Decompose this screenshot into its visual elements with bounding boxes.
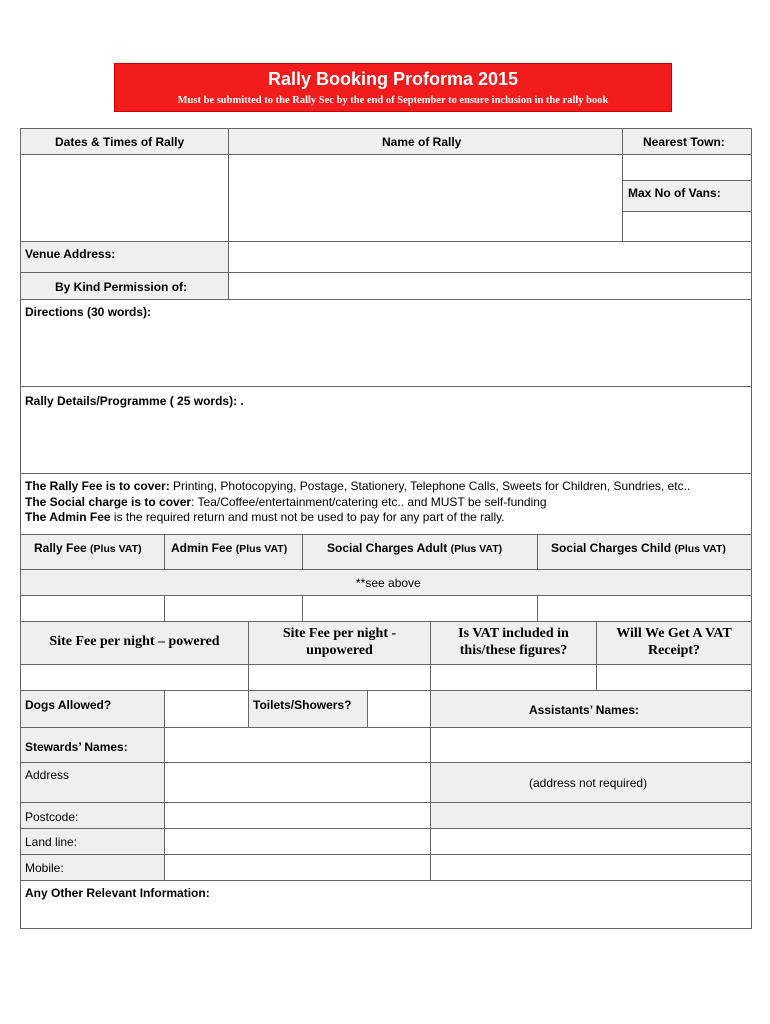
title-banner [114, 63, 672, 112]
nearest-town-label: Nearest Town: [643, 135, 725, 149]
admin-line-bold: The Admin Fee [25, 510, 111, 524]
permission-field[interactable] [228, 272, 752, 300]
rally-name-field[interactable] [228, 154, 623, 242]
rally-fee-vat: (Plus VAT) [90, 543, 142, 555]
social-line-bold: The Social charge is to cover [25, 494, 192, 509]
social-child-field[interactable] [537, 595, 752, 622]
form-title: Rally Booking Proforma 2015 [267, 69, 519, 89]
stewards-field[interactable] [164, 727, 431, 763]
max-vans-label: Max No of Vans: [628, 186, 721, 200]
mobile-field[interactable] [164, 854, 431, 881]
address-not-required-note: (address not required) [529, 776, 648, 790]
address-label: Address [25, 768, 70, 782]
admin-fee-heading [171, 541, 287, 555]
programme-label: Rally Details/Programme ( 25 words): . [25, 394, 244, 408]
see-above-note: **see above [356, 576, 421, 590]
social-line-text: : Tea/Coffee/entertainment/catering etc.. and MUST be self-funding [191, 494, 547, 509]
max-vans-field[interactable] [622, 211, 752, 242]
assistants-field[interactable] [430, 727, 752, 763]
social-adult-title: Social Charges Adult [327, 541, 448, 555]
venue-field[interactable] [228, 241, 752, 273]
form-subtitle: Must be submitted to the Rally Sec by the end of September to ensure inclusion in the rally book [177, 95, 609, 106]
admin-line-text: is the required return and must not be used to pay for any part of the rally. [110, 510, 505, 524]
rally-fee-line-bold: The Rally Fee is to cover: [25, 479, 170, 493]
rally-fee-line [25, 479, 690, 495]
social-child-vat: (Plus VAT) [674, 543, 726, 555]
vat-included-field[interactable] [430, 664, 597, 691]
admin-fee-title: Admin Fee [171, 541, 233, 555]
vat-receipt-label-1: Will We Get A VAT [616, 626, 732, 641]
unpowered-fee-field[interactable] [248, 664, 431, 691]
unpowered-label-1: Site Fee per night - [282, 626, 397, 641]
vat-receipt-label-2: Receipt? [647, 643, 701, 658]
powered-fee-field[interactable] [20, 664, 249, 691]
vat-included-label-1: Is VAT included in [458, 626, 569, 641]
nearest-town-field[interactable] [622, 154, 752, 181]
dogs-field[interactable] [164, 690, 249, 728]
assistants-label: Assistants’ Names: [529, 703, 640, 717]
social-adult-heading [327, 541, 502, 555]
fees-info-text [25, 479, 690, 526]
postcode-field[interactable] [164, 802, 431, 829]
admin-line [25, 510, 690, 526]
name-label: Name of Rally [382, 135, 462, 149]
powered-label: Site Fee per night – powered [49, 634, 220, 649]
assistant-mobile-field[interactable] [430, 854, 752, 881]
address-field[interactable] [164, 762, 431, 803]
stewards-label: Stewards’ Names: [25, 740, 128, 754]
dates-field[interactable] [20, 154, 229, 242]
social-child-title: Social Charges Child [551, 541, 672, 555]
postcode-label: Postcode: [25, 810, 79, 824]
rally-fee-line-text: Printing, Photocopying, Postage, Stationery, Telephone Calls, Sweets for Children, Sundries, etc.. [169, 479, 691, 493]
dogs-label: Dogs Allowed? [25, 698, 112, 712]
venue-label: Venue Address: [25, 247, 116, 261]
admin-fee-vat: (Plus VAT) [235, 543, 288, 555]
rally-fee-title: Rally Fee [34, 541, 87, 555]
assistant-landline-field[interactable] [430, 828, 752, 855]
permission-label: By Kind Permission of: [55, 280, 188, 294]
social-line [25, 495, 690, 511]
rally-fee-field[interactable] [20, 595, 165, 622]
directions-label: Directions (30 words): [25, 305, 152, 319]
social-child-heading [551, 541, 726, 555]
postcode-na-cell [430, 802, 752, 829]
vat-included-label-2: this/these figures? [459, 643, 568, 658]
social-adult-vat: (Plus VAT) [450, 543, 503, 555]
other-info-label: Any Other Relevant Information: [25, 886, 210, 900]
vat-receipt-field[interactable] [596, 664, 752, 691]
social-adult-field[interactable] [302, 595, 538, 622]
unpowered-label-2: unpowered [306, 643, 373, 658]
landline-label: Land line: [25, 835, 78, 849]
mobile-label: Mobile: [25, 861, 64, 875]
admin-fee-field[interactable] [164, 595, 303, 622]
dates-label: Dates & Times of Rally [55, 135, 185, 149]
toilets-field[interactable] [367, 690, 431, 728]
rally-fee-heading [34, 541, 142, 555]
landline-field[interactable] [164, 828, 431, 855]
toilets-label: Toilets/Showers? [253, 698, 352, 712]
